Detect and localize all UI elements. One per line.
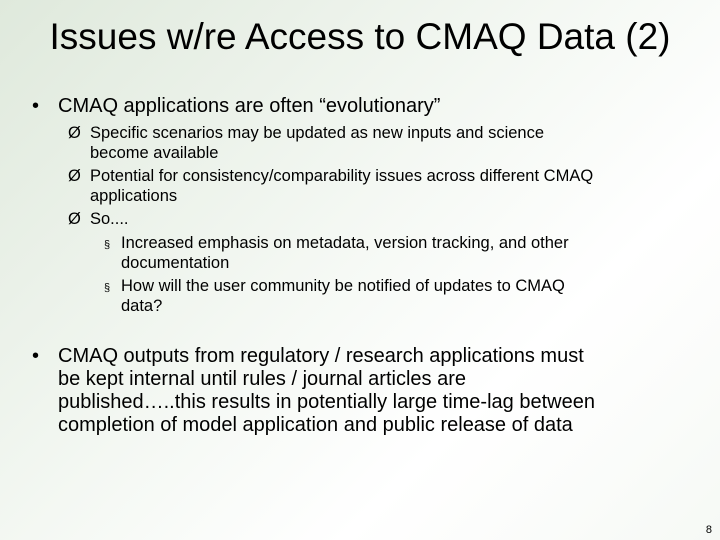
page-number: 8	[705, 524, 712, 536]
bullet-text-line: CMAQ outputs from regulatory / research applications must	[58, 345, 584, 367]
arrow-bullet-icon: Ø	[68, 210, 81, 228]
sub-bullet-text-line: So....	[90, 210, 129, 228]
arrow-bullet-icon: Ø	[68, 124, 81, 142]
bullet-marker: •	[32, 95, 40, 117]
sub-bullet-text-line: Specific scenarios may be updated as new inputs and science	[90, 124, 545, 142]
sub-bullet-text-line: Potential for consistency/comparability issues across different CMAQ	[90, 167, 594, 185]
sub-bullet-text-line: applications	[90, 186, 178, 205]
bullet-marker: •	[32, 345, 40, 367]
bullet-text-line: published…..this results in potentially large time-lag between	[58, 391, 595, 413]
square-bullet-icon: §	[104, 239, 111, 251]
sub-sub-bullet-text-line: documentation	[121, 253, 230, 272]
sub-sub-bullet-text-line: Increased emphasis on metadata, version tracking, and other	[121, 234, 569, 252]
bullet-text-line: be kept internal until rules / journal articles are	[58, 368, 466, 390]
sub-sub-bullet-text-line: How will the user community be notified of updates to CMAQ	[121, 277, 565, 295]
sub-sub-bullet-text-line: data?	[121, 296, 163, 315]
square-bullet-icon: §	[104, 282, 111, 294]
slide-title: Issues w/re Access to CMAQ Data (2)	[49, 16, 671, 57]
bullet-text-line: completion of model application and public release of data	[58, 414, 573, 436]
arrow-bullet-icon: Ø	[68, 167, 81, 185]
sub-bullet-text-line: become available	[90, 143, 219, 162]
bullet-text: CMAQ applications are often “evolutionary”	[58, 95, 441, 117]
